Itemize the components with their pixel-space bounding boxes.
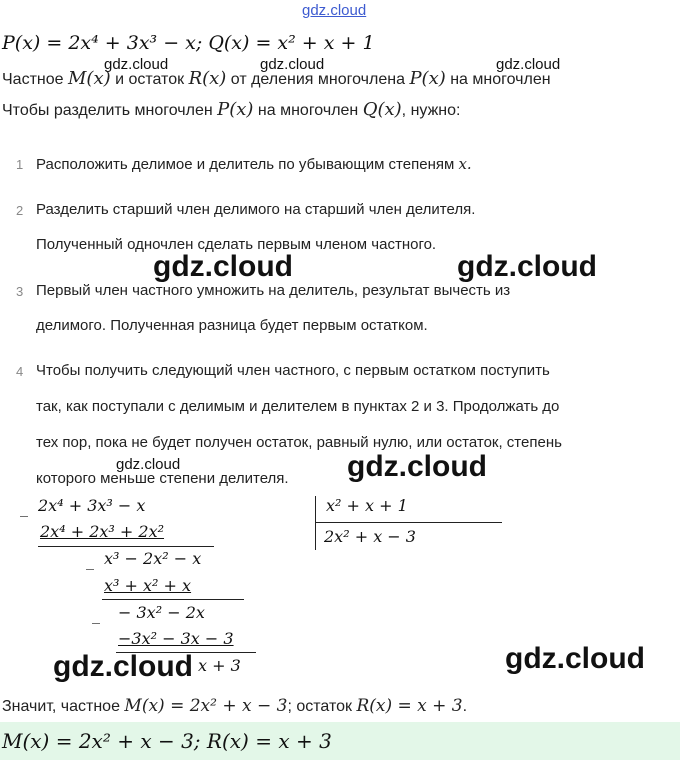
division-minus-3: _ xyxy=(92,605,100,624)
conclusion xyxy=(2,696,467,716)
line3-mid: на многочлен xyxy=(257,102,359,119)
division-remainder-3: x + 3 xyxy=(198,656,241,675)
line3-post: , нужно: xyxy=(401,102,461,119)
watermark-large-4: gdz.cloud xyxy=(53,650,193,683)
division-dividend: 2x⁴ + 3x³ − x xyxy=(38,496,146,515)
division-remainder-1: x³ − 2x² − x xyxy=(104,549,202,568)
line2-post: на многочлен xyxy=(450,71,551,88)
watermark-large-1: gdz.cloud xyxy=(153,250,293,283)
step-1-math: x. xyxy=(458,155,472,173)
line2-P: P(x) xyxy=(409,68,446,89)
step-3-line-1: Первый член частного умножить на делитель, результат вычесть из xyxy=(36,282,511,299)
division-sub-2: x³ + x² + x xyxy=(104,576,192,595)
step-number-1: 1 xyxy=(16,157,24,172)
step-1-text: Расположить делимое и делитель по убывающим степеням xyxy=(36,156,455,173)
line2-mid2: от деления многочлена xyxy=(230,71,405,88)
division-line-2 xyxy=(102,599,244,600)
watermark-top[interactable]: gdz.cloud xyxy=(302,2,367,19)
division-sub-1: 2x⁴ + 2x³ + 2x² xyxy=(40,522,165,541)
step-2-line-2: Полученный одночлен сделать первым членом частного. xyxy=(36,236,437,253)
division-divisor: x² + x + 1 xyxy=(326,496,408,515)
line3-P: P(x) xyxy=(217,99,254,120)
step-number-2: 2 xyxy=(16,203,24,218)
division-sub-3: −3x² − 3x − 3 xyxy=(118,629,234,648)
step-3-line-2: делимого. Полученная разница будет первым остатком. xyxy=(36,317,428,334)
division-minus-2: _ xyxy=(86,551,94,570)
step-4-line-1: Чтобы получить следующий член частного, с первым остатком поступить xyxy=(36,362,550,379)
watermark-small-3: gdz.cloud xyxy=(496,56,561,73)
step-4-line-2: так, как поступали с делимым и делителем в пунктах 2 и 3. Продолжать до xyxy=(36,398,560,415)
answer-text: M(x) = 2x² + x − 3; R(x) = x + 3 xyxy=(2,729,332,753)
division-minus-1: _ xyxy=(20,498,28,517)
conclusion-M: M(x) = 2x² + x − 3 xyxy=(124,696,288,716)
line3-pre: Чтобы разделить многочлен xyxy=(2,102,213,119)
watermark-small-2: gdz.cloud xyxy=(260,56,325,73)
step-4-line-3: тех пор, пока не будет получен остаток, равный нулю, или остаток, степень xyxy=(36,434,562,451)
division-remainder-2: − 3x² − 2x xyxy=(118,603,205,622)
answer-box xyxy=(0,722,680,760)
step-number-4: 4 xyxy=(16,364,24,379)
step-2-line-1: Разделить старший член делимого на старший член делителя. xyxy=(36,201,476,218)
line3-Q: Q(x) xyxy=(362,99,402,120)
step-number-3: 3 xyxy=(16,284,24,299)
conclusion-pre: Значит, частное xyxy=(2,698,120,715)
watermark-small-4: gdz.cloud xyxy=(116,456,181,473)
conclusion-mid: ; остаток xyxy=(287,698,352,715)
line2-pre: Частное xyxy=(2,71,64,88)
division-divisor-line xyxy=(316,522,502,523)
division-line-1 xyxy=(38,546,214,547)
line2-mid: и остаток xyxy=(115,71,185,88)
line2-M: M(x) xyxy=(67,68,111,89)
watermark-large-5: gdz.cloud xyxy=(505,642,645,675)
step-1-line-1 xyxy=(36,155,472,173)
watermark-large-3: gdz.cloud xyxy=(347,450,487,483)
step-4-line-4: которого меньше степени делителя. xyxy=(36,470,289,487)
header-line-3 xyxy=(2,99,460,120)
division-quotient: 2x² + x − 3 xyxy=(324,527,416,546)
polynomials-definition: P(x) = 2x⁴ + 3x³ − x; Q(x) = x² + x + 1 xyxy=(2,32,375,54)
line2-R: R(x) xyxy=(188,68,227,89)
division-vertical-bar xyxy=(315,496,316,550)
watermark-large-2: gdz.cloud xyxy=(457,250,597,283)
watermark-small-1: gdz.cloud xyxy=(104,56,169,73)
conclusion-R: R(x) = x + 3 xyxy=(356,696,463,716)
conclusion-post: . xyxy=(462,698,468,715)
